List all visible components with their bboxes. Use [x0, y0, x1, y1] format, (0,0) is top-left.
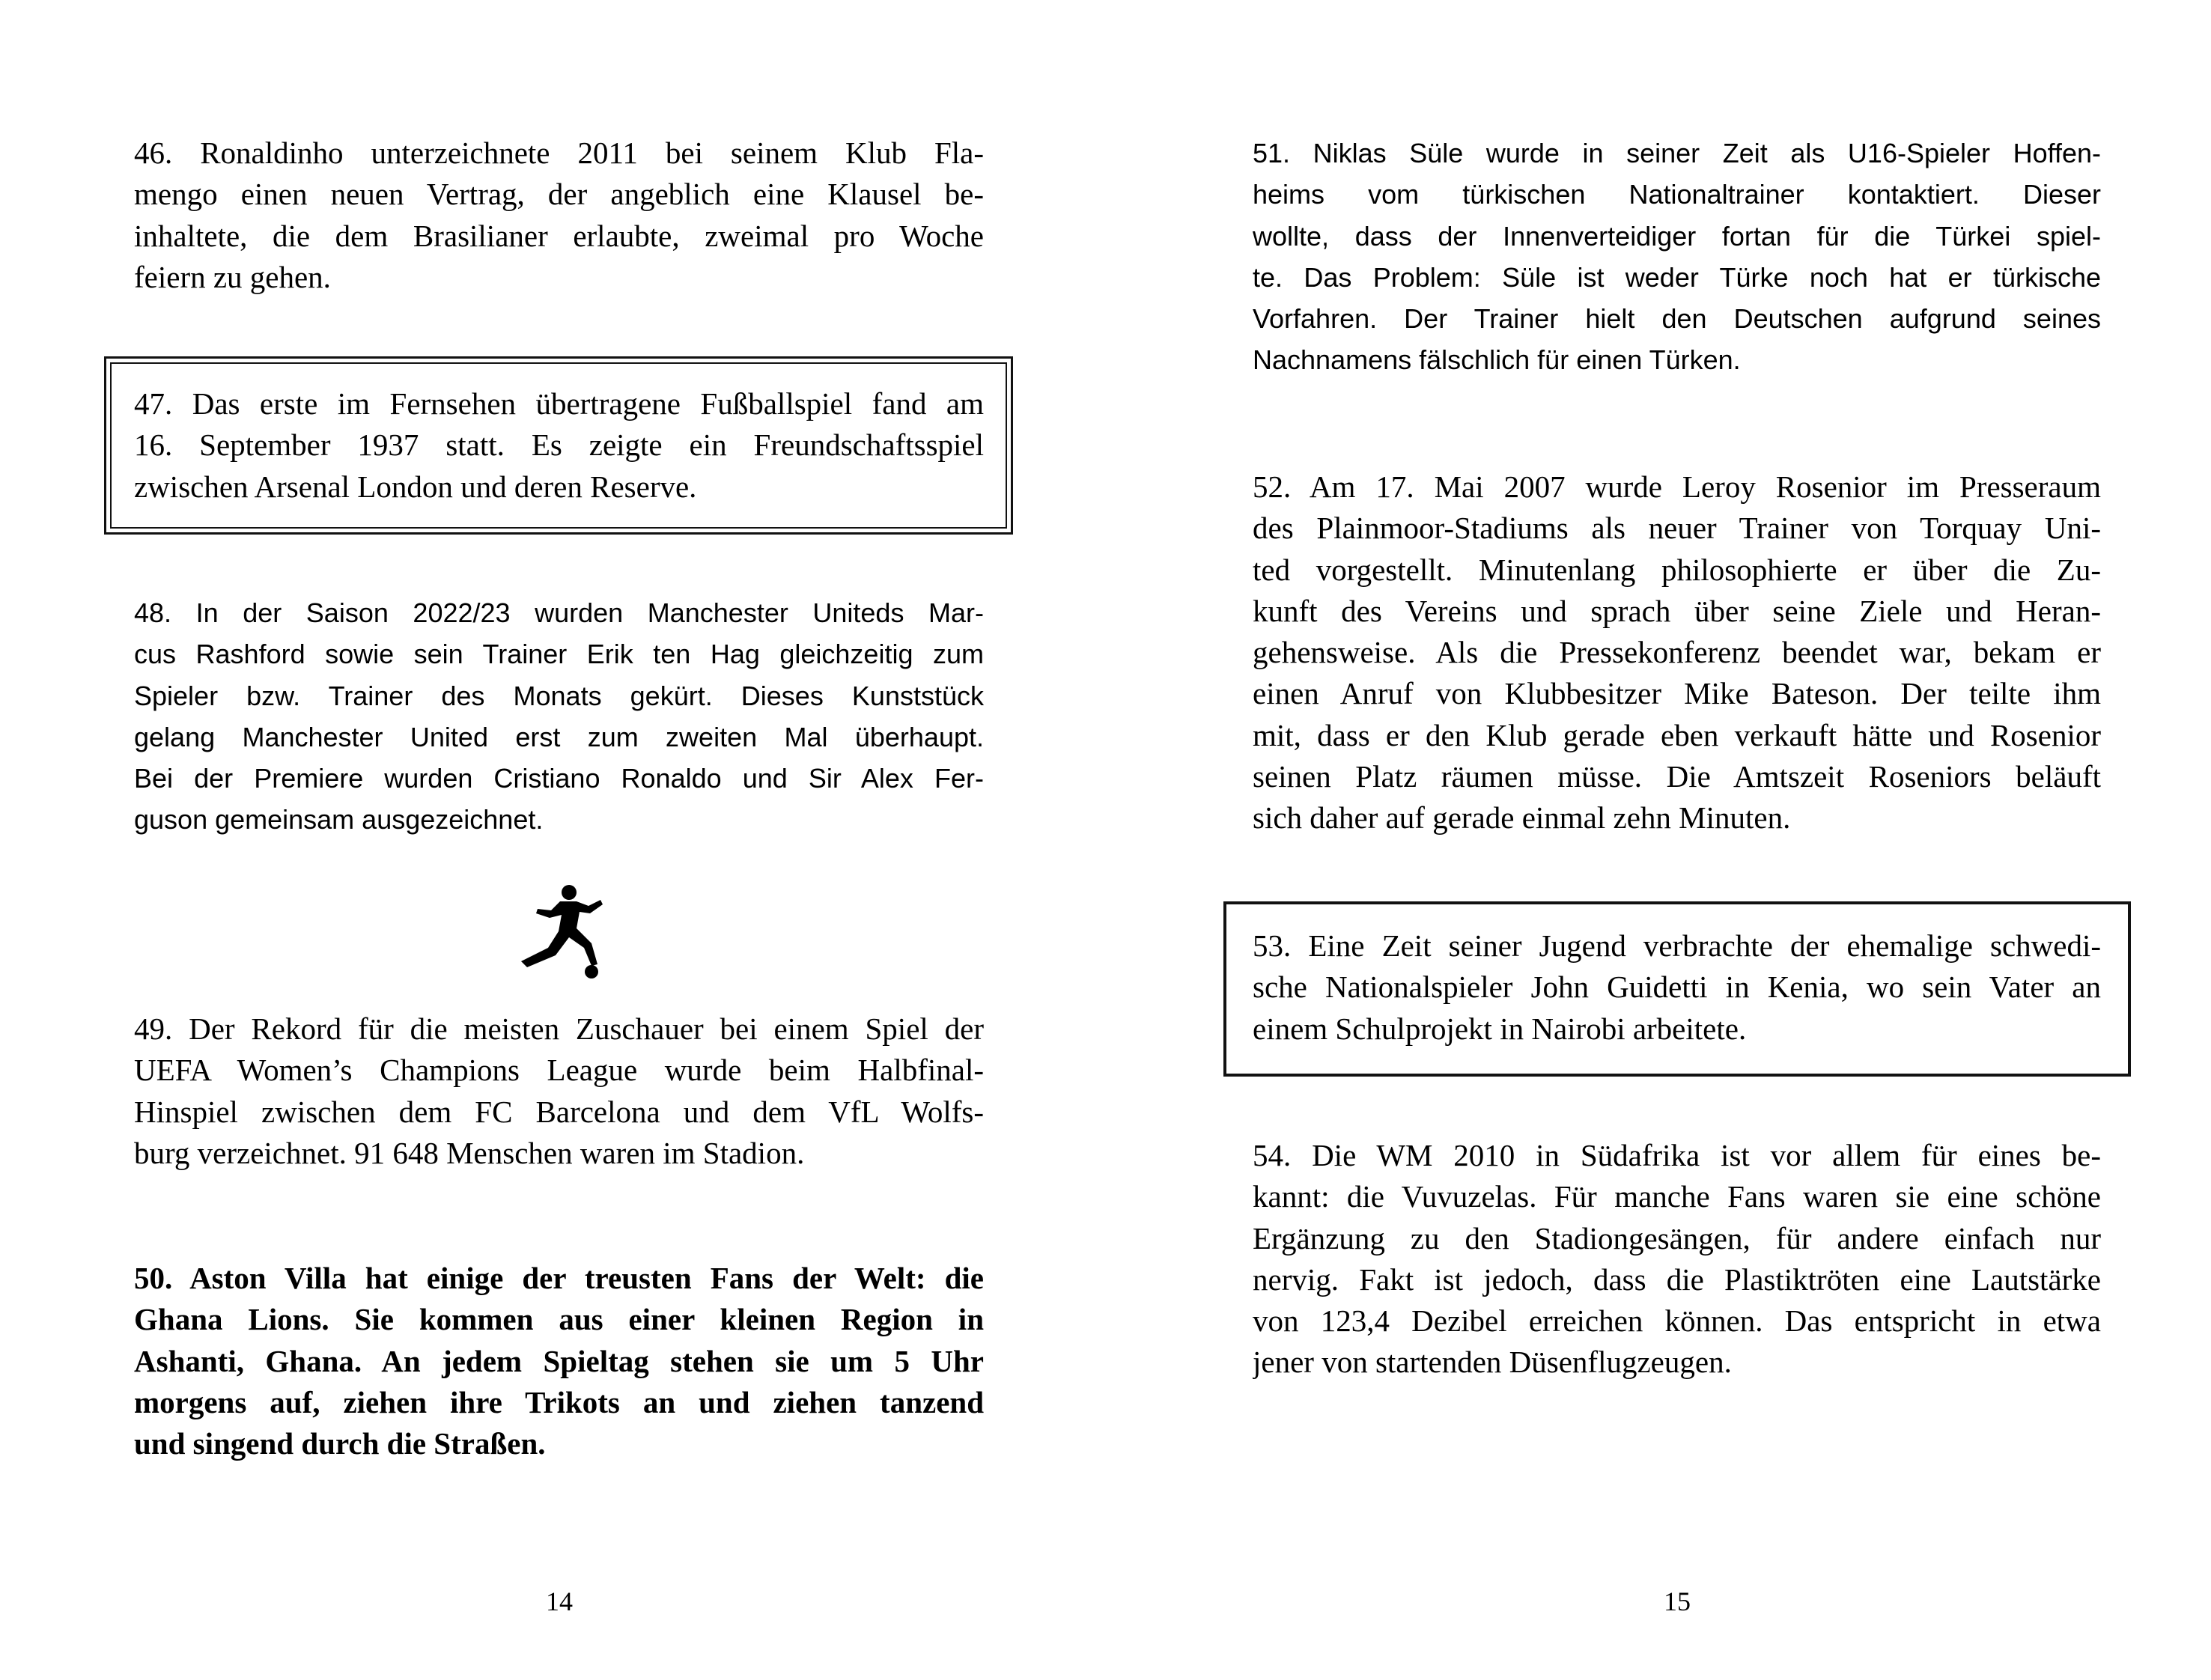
text-line: 46. Ronaldinho unterzeichnete 2011 bei seinem Klub Fla-	[134, 136, 984, 170]
text-line: mengo einen neuen Vertrag, der angeblich eine Klausel be-	[134, 177, 984, 212]
page-number-left: 14	[546, 1586, 573, 1616]
fact-50	[134, 1258, 984, 1464]
text-line: zwischen Arsenal London und deren Reserve.	[134, 469, 697, 504]
text-line: 48. In der Saison 2022/23 wurden Manchester Uniteds Mar-	[134, 597, 984, 628]
text-line: jener von startenden Düsenflugzeugen.	[1253, 1345, 1732, 1380]
text-line: kannt: die Vuvuzelas. Für manche Fans waren sie eine schöne	[1253, 1179, 2101, 1214]
soccer-player-icon	[517, 883, 603, 979]
text-line: Ashanti, Ghana. An jedem Spieltag stehen sie um 5 Uhr	[134, 1343, 984, 1378]
text-line: guson gemeinsam ausgezeichnet.	[134, 804, 544, 836]
text-line: 47. Das erste im Fernsehen übertragene Fußballspiel fand am	[134, 386, 984, 421]
text-line: kunft des Vereins und sprach über seine Ziele und Heran-	[1253, 593, 2101, 628]
text-line: 51. Niklas Süle wurde in seiner Zeit als U16-Spieler Hoffen-	[1253, 138, 2101, 168]
text-line: und singend durch die Straßen.	[134, 1426, 546, 1461]
text-line: nervig. Fakt ist jedoch, dass die Plastiktröten eine Lautstärke	[1253, 1261, 2101, 1297]
text-line: von 123,4 Dezibel erreichen können. Das entspricht in etwa	[1253, 1303, 2101, 1339]
text-line: mit, dass er den Klub gerade eben verkauft hätte und Rosenior	[1253, 717, 2101, 752]
fact-52	[1253, 466, 2101, 839]
text-line: 16. September 1937 statt. Es zeigte ein Freundschaftsspiel	[134, 427, 984, 463]
text-line: cus Rashford sowie sein Trainer Erik ten Hag gleichzeitig zum	[134, 639, 984, 670]
text-line: sich daher auf gerade einmal zehn Minuten.	[1253, 800, 1791, 836]
text-line: Hinspiel zwischen dem FC Barcelona und dem VfL Wolfs-	[134, 1094, 984, 1129]
fact-48	[134, 592, 984, 841]
text-line: seinen Platz räumen müsse. Die Amtszeit Roseniors beläuft	[1253, 759, 2101, 794]
fact-46	[134, 133, 984, 298]
text-line: 52. Am 17. Mai 2007 wurde Leroy Rosenior im Presseraum	[1253, 469, 2101, 504]
text-line: gehensweise. Als die Pressekonferenz beendet war, bekam er	[1253, 635, 2101, 670]
page-number-right: 15	[1664, 1586, 1691, 1616]
text-line: gelang Manchester United erst zum zweiten Mal überhaupt.	[134, 721, 984, 752]
text-line: sche Nationalspieler John Guidetti in Kenia, wo sein Vater an	[1253, 970, 2101, 1005]
text-line: des Plainmoor-Stadiums als neuer Trainer von Torquay Uni-	[1253, 511, 2101, 546]
text-line: Spieler bzw. Trainer des Monats gekürt. Dieses Kunststück	[134, 680, 984, 711]
text-line: 49. Der Rekord für die meisten Zuschauer bei einem Spiel der	[134, 1011, 984, 1046]
text-line: ted vorgestellt. Minutenlang philosophierte er über die Zu-	[1253, 552, 2101, 587]
text-line: te. Das Problem: Süle ist weder Türke noch hat er türkische	[1253, 261, 2101, 293]
text-line: heims vom türkischen Nationaltrainer kontaktiert. Dieser	[1253, 179, 2101, 210]
fact-51	[1253, 133, 2101, 381]
fact-49	[134, 1008, 984, 1174]
text-line: wollte, dass der Innenverteidiger fortan für die Türkei spiel-	[1253, 220, 2101, 252]
text-line: morgens auf, ziehen ihre Trikots an und ziehen tanzend	[134, 1384, 984, 1419]
text-line: Bei der Premiere wurden Cristiano Ronaldo und Sir Alex Fer-	[134, 763, 984, 794]
text-line: Nachnamens fälschlich für einen Türken.	[1253, 344, 1741, 376]
text-line: einem Schulprojekt in Nairobi arbeitete.	[1253, 1011, 1747, 1046]
text-line: burg verzeichnet. 91 648 Menschen waren im Stadion.	[134, 1135, 805, 1170]
text-line: Vorfahren. Der Trainer hielt den Deutschen aufgrund seines	[1253, 303, 2101, 335]
text-line: 53. Eine Zeit seiner Jugend verbrachte der ehemalige schwedi-	[1253, 928, 2101, 963]
text-line: einen Anruf von Klubbesitzer Mike Bateson. Der teilte ihm	[1253, 676, 2101, 711]
fact-47	[134, 383, 984, 508]
fact-53	[1253, 925, 2101, 1050]
text-line: Ergänzung zu den Stadiongesängen, für andere einfach nur	[1253, 1220, 2101, 1256]
text-line: 50. Aston Villa hat einige der treusten Fans der Welt: die	[134, 1261, 984, 1295]
text-line: UEFA Women’s Champions League wurde beim Halbfinal-	[134, 1053, 984, 1088]
text-line: Ghana Lions. Sie kommen aus einer kleinen Region in	[134, 1302, 984, 1337]
fact-54	[1253, 1135, 2101, 1384]
text-line: inhaltete, die dem Brasilianer erlaubte, zweimal pro Woche	[134, 218, 984, 253]
text-line: feiern zu gehen.	[134, 259, 331, 294]
text-line: 54. Die WM 2010 in Südafrika ist vor allem für eines be-	[1253, 1138, 2101, 1172]
